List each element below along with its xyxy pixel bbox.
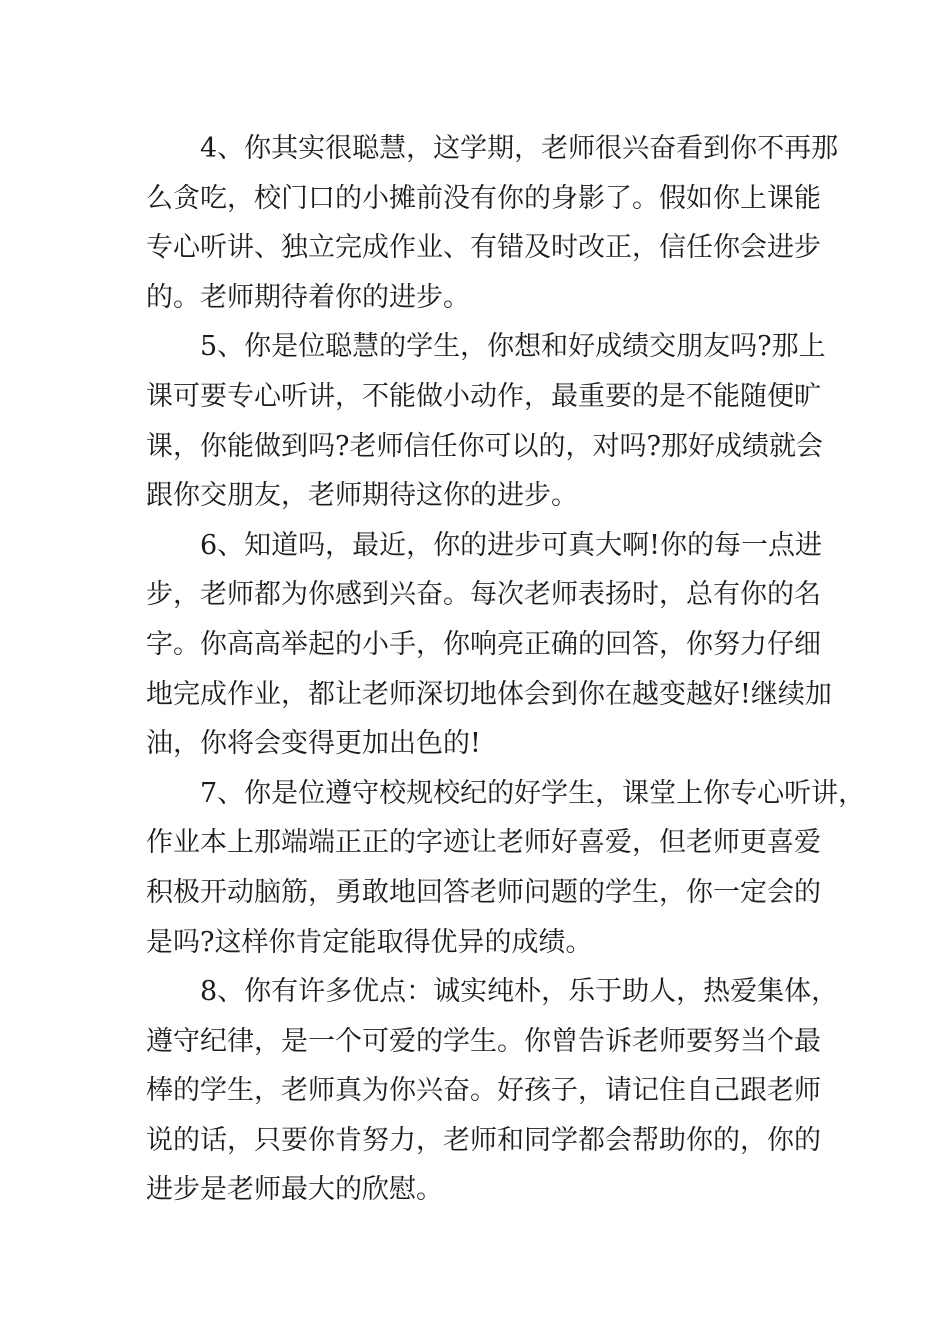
paragraph-line: 说的话，只要你肯努力，老师和同学都会帮助你的，你的: [146, 1124, 821, 1156]
paragraph-7: [146, 769, 866, 967]
paragraph-line: 么贪吃，校门口的小摊前没有你的身影了。假如你上课能: [146, 182, 821, 214]
paragraph-6: [146, 521, 846, 769]
paragraph-line: 课，你能做到吗?老师信任你可以的，对吗?那好成绩就会: [146, 430, 823, 462]
paragraph-line: 进步是老师最大的欣慰。: [146, 1174, 443, 1206]
paragraph-line: 作业本上那端端正正的字迹让老师好喜爱，但老师更喜爱: [146, 827, 821, 859]
paragraph-line: 地完成作业，都让老师深切地体会到你在越变越好!继续加: [146, 678, 832, 710]
paragraph-4: [146, 124, 846, 322]
paragraph-8: [146, 967, 846, 1215]
paragraph-line: 6、知道吗，最近，你的进步可真大啊!你的每一点进: [200, 529, 823, 561]
document-body: [146, 124, 866, 1215]
paragraph-line: 步，老师都为你感到兴奋。每次老师表扬时，总有你的名: [146, 579, 821, 611]
paragraph-line: 7、你是位遵守校规校纪的好学生，课堂上你专心听讲，: [200, 777, 866, 809]
paragraph-line: 5、你是位聪慧的学生，你想和好成绩交朋友吗?那上: [200, 331, 826, 363]
paragraph-line: 棒的学生，老师真为你兴奋。好孩子，请记住自己跟老师: [146, 1075, 821, 1107]
paragraph-5: [146, 322, 846, 520]
paragraph-line: 8、你有许多优点：诚实纯朴，乐于助人，热爱集体，: [200, 976, 839, 1008]
paragraph-line: 跟你交朋友，老师期待这你的进步。: [146, 480, 578, 512]
paragraph-line: 字。你高高举起的小手，你响亮正确的回答，你努力仔细: [146, 628, 821, 660]
paragraph-line: 遵守纪律，是一个可爱的学生。你曾告诉老师要努当个最: [146, 1025, 821, 1057]
paragraph-line: 专心听讲、独立完成作业、有错及时改正，信任你会进步: [146, 232, 821, 264]
paragraph-line: 积极开动脑筋，勇敢地回答老师问题的学生，你一定会的: [146, 876, 821, 908]
paragraph-line: 课可要专心听讲，不能做小动作，最重要的是不能随便旷: [146, 380, 821, 412]
paragraph-line: 是吗?这样你肯定能取得优异的成绩。: [146, 926, 593, 958]
paragraph-line: 的。老师期待着你的进步。: [146, 281, 470, 313]
paragraph-line: 油，你将会变得更加出色的!: [146, 728, 481, 760]
paragraph-line: 4、你其实很聪慧，这学期，老师很兴奋看到你不再那: [200, 133, 839, 164]
